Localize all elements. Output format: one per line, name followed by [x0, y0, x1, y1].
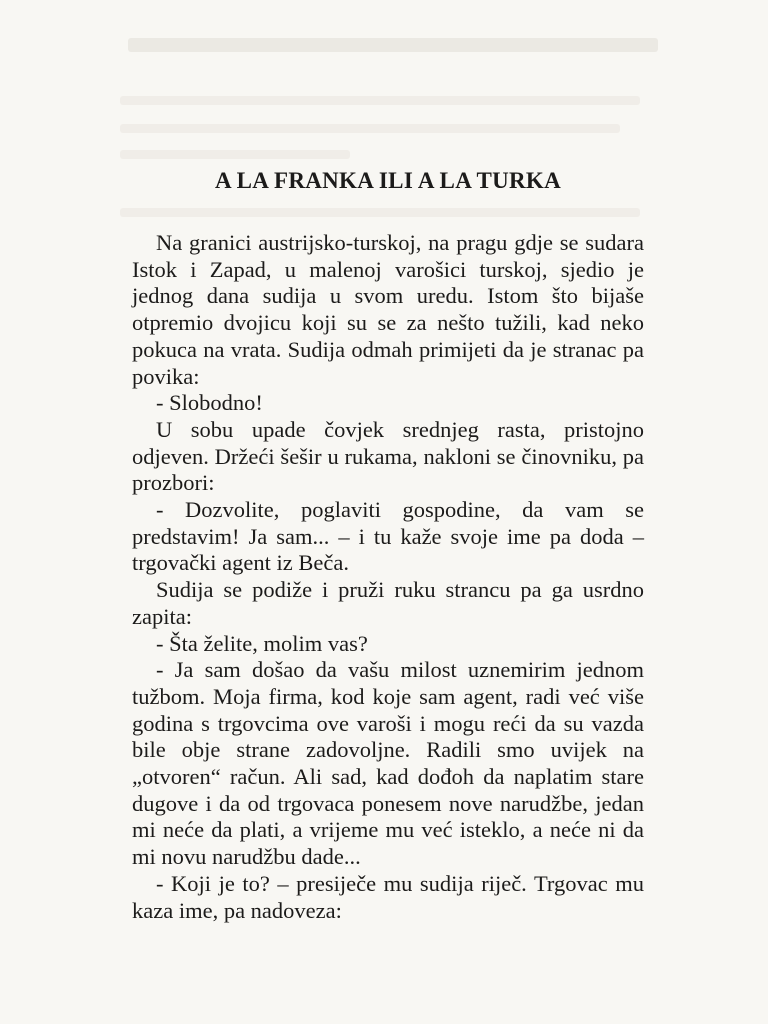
chapter-title: A LA FRANKA ILI A LA TURKA	[214, 168, 562, 193]
bleed-through-line	[120, 96, 640, 105]
bleed-through-line	[120, 124, 620, 133]
chapter-text	[132, 166, 644, 924]
paragraph: - Koji je to? – presiječe mu sudija riječ. Trgovac mu kaza ime, pa nadoveza:	[132, 870, 644, 923]
paragraph: - Šta želite, molim vas?	[156, 630, 368, 656]
paragraph: Sudija se podiže i pruži ruku strancu pa ga usrdno zapita:	[132, 577, 644, 629]
paragraph: U sobu upade čovjek srednjeg rasta, pristojno odjeven. Držeći šešir u rukama, nakloni se činovniku, pa prozbori:	[132, 416, 644, 496]
paragraph: - Slobodno!	[156, 390, 263, 416]
paragraph: - Dozvolite, poglaviti gospodine, da vam se predstavim! Ja sam... – i tu kaže svoje ime pa doda – trgovački agent iz Beča.	[132, 497, 644, 576]
bleed-through-header	[128, 38, 658, 52]
paragraph: Na granici austrijsko-turskoj, na pragu gdje se sudara Istok i Zapad, u malenoj varošici turskoj, sjedio je jednog dana sudija u svom uredu. Istom što bijaše otpremio dvojicu koji su se za nešto tužili, kad neko pokuca na vrata. Sudija odmah primijeti da je stranac pa povika:	[132, 230, 644, 389]
paragraph: - Ja sam došao da vašu milost uznemirim jednom tužbom. Moja firma, kod koje sam agent, radi već više godina s trgovcima ove varoši i mogu reći da su vazda bile obje strane zadovoljne. Radili smo uvijek na „otvoren“ račun. Ali sad, kad dođoh da naplatim stare dugove i da od trgovaca ponesem nove narudžbe, jedan mi neće da plati, a vrijeme mu već isteklo, a neće ni da mi novu narudžbu dade...	[132, 657, 644, 870]
bleed-through-line	[120, 150, 350, 159]
